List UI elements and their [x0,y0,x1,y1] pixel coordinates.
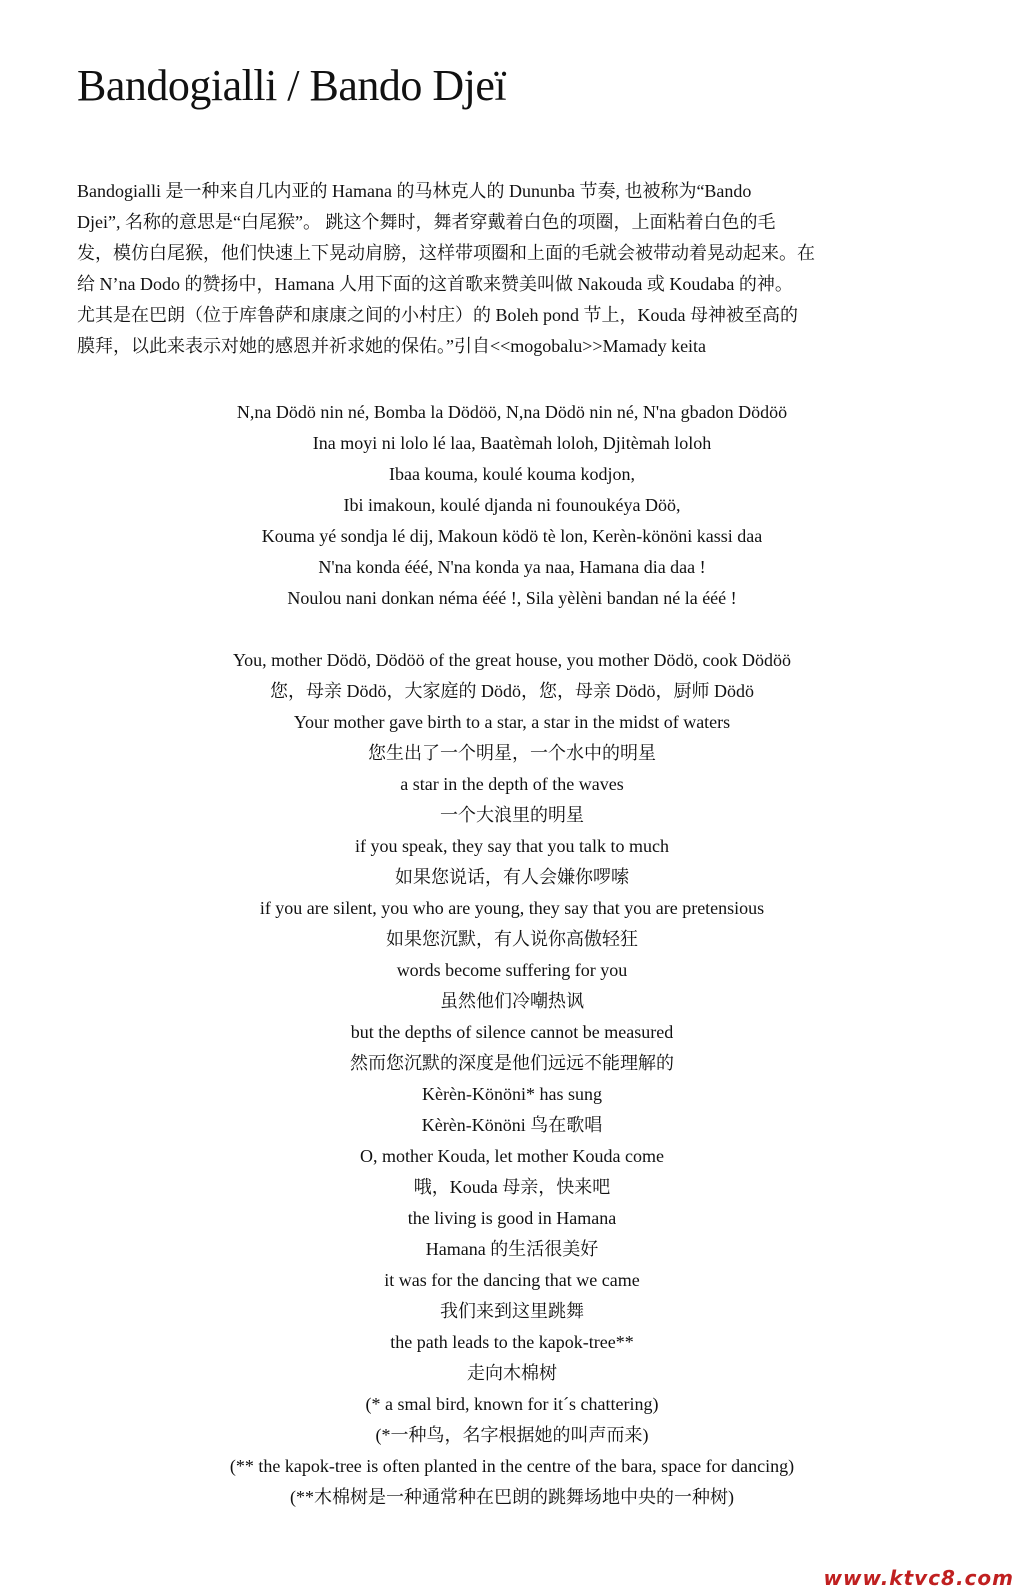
translation-line: words become suffering for you [396,960,628,980]
site-watermark: www.ktvc8.com [823,1566,1014,1590]
translation-line: 如果您说话，有人会嫌你啰嗦 [395,867,629,887]
intro-line: 膜拜，以此来表示对她的感恩并祈求她的保佑。”引自<<mogobalu>>Mamady keita [77,336,707,356]
intro-line: Bandogialli 是一种来自几内亚的 Hamana 的马林克人的 Dununba 节奏, 也被称为“Bando [77,181,752,201]
translation-line: 一个大浪里的明星 [440,805,584,825]
translation-line: if you are silent, you who are young, they say that you are pretensious [259,898,765,918]
translation-line: if you speak, they say that you talk to much [355,836,669,856]
translation-line: Your mother gave birth to a star, a star in the midst of waters [293,712,731,732]
translation-line: 我们来到这里跳舞 [440,1301,584,1321]
translation-line: (*一种鸟，名字根据她的叫声而来) [375,1425,649,1445]
intro-paragraph [77,176,955,362]
translation-line: (* a smal bird, known for it´s chattering) [365,1394,659,1414]
translation-line: 哦，Kouda 母亲，快来吧 [413,1177,611,1197]
translation-line: but the depths of silence cannot be measured [350,1022,674,1042]
translated-lyrics [0,645,1024,1513]
intro-line: 给 N’na Dodo 的赞扬中，Hamana 人用下面的这首歌来赞美叫做 Nakouda 或 Koudaba 的神。 [77,274,793,294]
translation-line: You, mother Dödö, Dödöö of the great house, you mother Dödö, cook Dödöö [232,650,792,670]
translation-line: O, mother Kouda, let mother Kouda come [360,1146,664,1166]
translation-line: it was for the dancing that we came [384,1270,640,1290]
original-lyrics [0,397,1024,614]
translation-line: Kèrèn-Könöni 鸟在歌唱 [421,1115,603,1135]
translation-line: 然而您沉默的深度是他们远远不能理解的 [350,1053,674,1073]
lyric-line: Noulou nani donkan néma ééé !, Sila yèlèni bandan né la ééé ! [287,588,737,608]
translation-line: (** the kapok-tree is often planted in the centre of the bara, space for dancing) [229,1456,795,1476]
translation-line: (**木棉树是一种通常种在巴朗的跳舞场地中央的一种树) [290,1487,734,1507]
translation-line: 您生出了一个明星，一个水中的明星 [368,743,656,763]
lyric-line: N'na konda ééé, N'na konda ya naa, Hamana dia daa ! [318,557,706,577]
intro-line: 发，模仿白尾猴，他们快速上下晃动肩膀，这样带项圈和上面的毛就会被带动着晃动起来。在 [77,243,815,263]
lyric-line: Kouma yé sondja lé dij, Makoun ködö tè lon, Kerèn-könöni kassi daa [261,526,763,546]
lyric-line: Ibaa kouma, koulé kouma kodjon, [389,464,635,484]
translation-line: 您，母亲 Dödö，大家庭的 Dödö，您，母亲 Dödö，厨师 Dödö [270,681,754,701]
translation-line: 如果您沉默，有人说你高傲轻狂 [386,929,638,949]
lyric-line: N,na Dödö nin né, Bomba la Dödöö, N,na Dödö nin né, N'na gbadon Dödöö [236,402,788,422]
translation-line: Kèrèn-Könöni* has sung [422,1084,602,1104]
translation-line: 虽然他们冷嘲热讽 [440,991,584,1011]
lyric-line: Ibi imakoun, koulé djanda ni founoukéya Döö, [343,495,681,515]
translation-line: a star in the depth of the waves [400,774,624,794]
translation-line: Hamana 的生活很美好 [425,1239,599,1259]
document-title: Bandogialli / Bando Djeï [77,61,507,110]
lyric-line: Ina moyi ni lolo lé laa, Baatèmah loloh, Djitèmah loloh [312,433,712,453]
translation-line: 走向木棉树 [467,1363,557,1383]
intro-line: 尤其是在巴朗（位于库鲁萨和康康之间的小村庄）的 Boleh pond 节上，Kouda 母神被至高的 [77,305,798,325]
intro-line: Djei”, 名称的意思是“白尾猴”。 跳这个舞时，舞者穿戴着白色的项圈，上面粘着白色的毛 [77,212,776,232]
translation-line: the living is good in Hamana [407,1208,617,1228]
translation-line: the path leads to the kapok-tree** [390,1332,634,1352]
